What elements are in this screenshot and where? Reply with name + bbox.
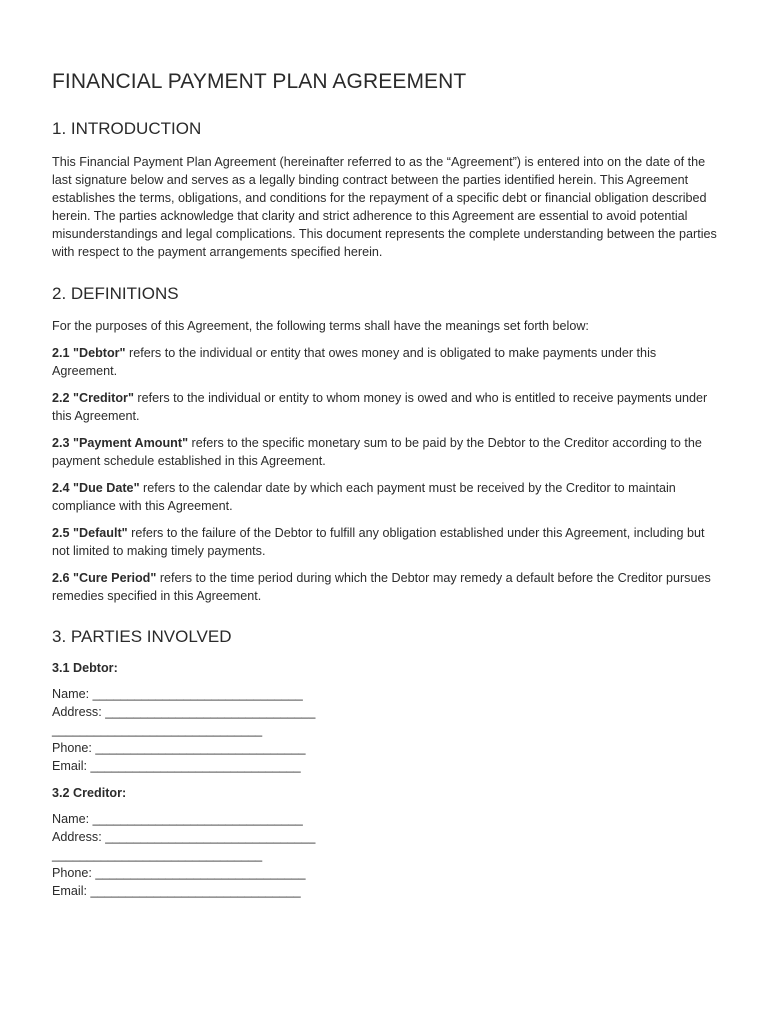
debtor-phone-field: Phone: ______________________________ [52, 741, 306, 755]
definition-item-debtor [52, 344, 720, 380]
debtor-address-continued: ______________________________ [52, 723, 263, 737]
section-heading-parties: 3. PARTIES INVOLVED [52, 627, 232, 646]
definition-item-payment-amount [52, 434, 720, 470]
definition-text: refers to the individual or entity that owes money and is obligated to make payments under this Agreement. [52, 346, 657, 378]
definition-text: refers to the calendar date by which each payment must be received by the Creditor to maintain compliance with this Agreement. [52, 481, 676, 513]
debtor-name-field: Name: ______________________________ [52, 687, 303, 701]
definition-text: refers to the time period during which the Debtor may remedy a default before the Creditor pursues remedies specified in this Agreement. [52, 571, 711, 603]
definition-term: 2.6 "Cure Period" [52, 571, 157, 585]
section-heading-introduction: 1. INTRODUCTION [52, 119, 202, 138]
creditor-name-field: Name: ______________________________ [52, 812, 303, 826]
creditor-address-continued: ______________________________ [52, 848, 263, 862]
definition-item-due-date [52, 479, 720, 515]
definition-term: 2.2 "Creditor" [52, 391, 134, 405]
definition-term: 2.5 "Default" [52, 526, 128, 540]
debtor-subheading: 3.1 Debtor: [52, 661, 118, 675]
creditor-phone-field: Phone: ______________________________ [52, 866, 306, 880]
definition-text: refers to the individual or entity to whom money is owed and who is entitled to receive payments under this Agreement. [52, 391, 708, 423]
debtor-address-field: Address: ______________________________ [52, 705, 316, 719]
creditor-address-field: Address: ______________________________ [52, 830, 316, 844]
section-heading-definitions: 2. DEFINITIONS [52, 284, 179, 303]
definition-item-default [52, 524, 720, 560]
creditor-email-field: Email: ______________________________ [52, 884, 301, 898]
definition-term: 2.3 "Payment Amount" [52, 436, 189, 450]
document-title: FINANCIAL PAYMENT PLAN AGREEMENT [52, 70, 467, 93]
document-content [52, 68, 720, 900]
definition-item-cure-period [52, 569, 720, 605]
definitions-intro: For the purposes of this Agreement, the following terms shall have the meanings set forth below: [52, 319, 589, 333]
definition-term: 2.4 "Due Date" [52, 481, 140, 495]
creditor-subheading: 3.2 Creditor: [52, 786, 127, 800]
definition-item-creditor [52, 389, 720, 425]
definition-text: refers to the specific monetary sum to be paid by the Debtor to the Creditor according to the payment schedule established in this Agreement. [52, 436, 702, 468]
debtor-email-field: Email: ______________________________ [52, 759, 301, 773]
creditor-fields [52, 810, 720, 900]
definition-term: 2.1 "Debtor" [52, 346, 126, 360]
introduction-paragraph: This Financial Payment Plan Agreement (hereinafter referred to as the “Agreement”) is entered into on the date of the last signature below and serves as a legally binding contract between the parties identified herein. This Agreement establishes the terms, obligations, and conditions for the repayment of a specific debt or financial obligation described herein. The parties acknowledge that clarity and strict adherence to this Agreement are essential to avoid potential misunderstandings and legal complications. This document represents the complete understanding between the parties with respect to the payment arrangements specified herein. [52, 155, 717, 259]
debtor-fields [52, 685, 720, 775]
definition-text: refers to the failure of the Debtor to fulfill any obligation established under this Agreement, including but not limited to making timely payments. [52, 526, 705, 558]
